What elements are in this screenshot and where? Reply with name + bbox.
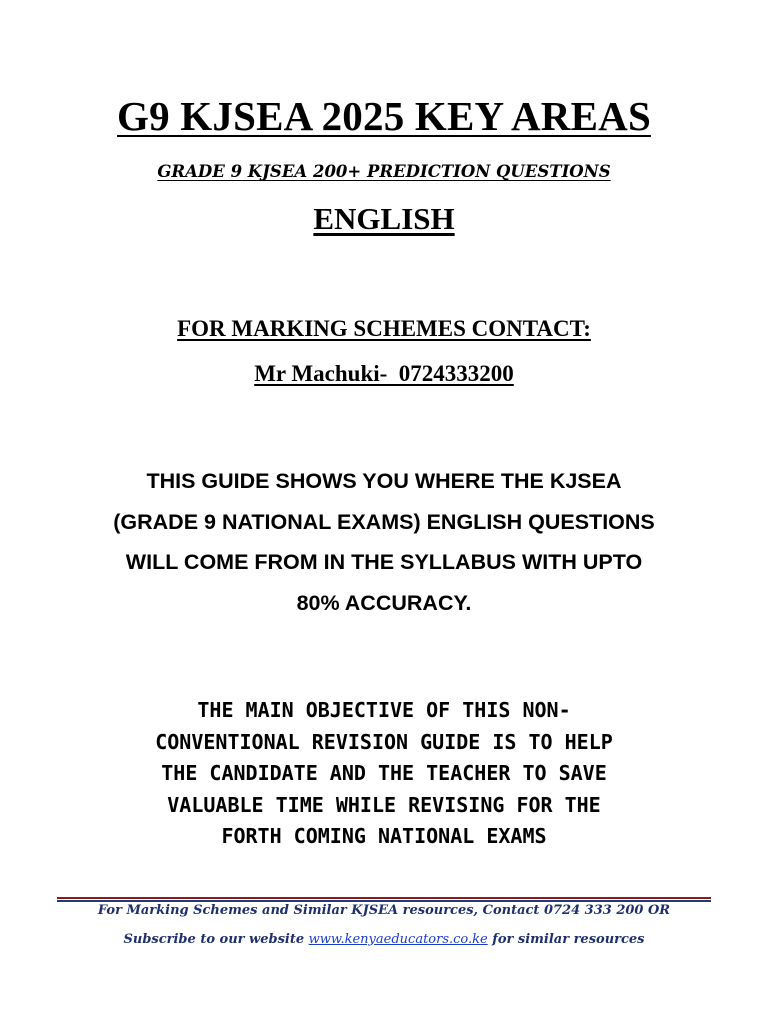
footer-contact-line: For Marking Schemes and Similar KJSEA resources, Contact 0724 333 200 OR [97, 903, 671, 918]
objective-line: VALUABLE TIME WHILE REVISING FOR THE [167, 792, 601, 817]
guide-line: THIS GUIDE SHOWS YOU WHERE THE KJSEA [146, 469, 622, 493]
document-title: G9 KJSEA 2025 KEY AREAS [117, 93, 651, 139]
footer-subscribe-prefix: Subscribe to our website [123, 932, 309, 947]
contact-name-phone: Mr Machuki- 0724333200 [254, 361, 514, 386]
objective-line: THE CANDIDATE AND THE TEACHER TO SAVE [161, 761, 607, 785]
footer-divider-top [57, 897, 711, 899]
subject-heading: ENGLISH [313, 201, 455, 236]
objective-paragraph [60, 695, 708, 853]
objective-line: CONVENTIONAL REVISION GUIDE IS TO HELP [155, 729, 613, 754]
contact-heading: FOR MARKING SCHEMES CONTACT: [177, 316, 591, 341]
footer-divider-bottom [57, 900, 711, 902]
objective-line: FORTH COMING NATIONAL EXAMS [221, 824, 547, 848]
objective-line: THE MAIN OBJECTIVE OF THIS NON- [197, 698, 571, 722]
document-subtitle: GRADE 9 KJSEA 200+ PREDICTION QUESTIONS [157, 162, 611, 181]
website-link[interactable]: www.kenyaeducators.co.ke [308, 932, 488, 947]
guide-description [60, 461, 708, 623]
guide-line: (GRADE 9 NATIONAL EXAMS) ENGLISH QUESTIONS [113, 509, 655, 534]
footer-subscribe-suffix: for similar resources [487, 932, 645, 947]
guide-line: WILL COME FROM IN THE SYLLABUS WITH UPTO [125, 550, 643, 574]
guide-line: 80% ACCURACY. [296, 590, 472, 615]
footer-subscribe-line [0, 932, 768, 947]
